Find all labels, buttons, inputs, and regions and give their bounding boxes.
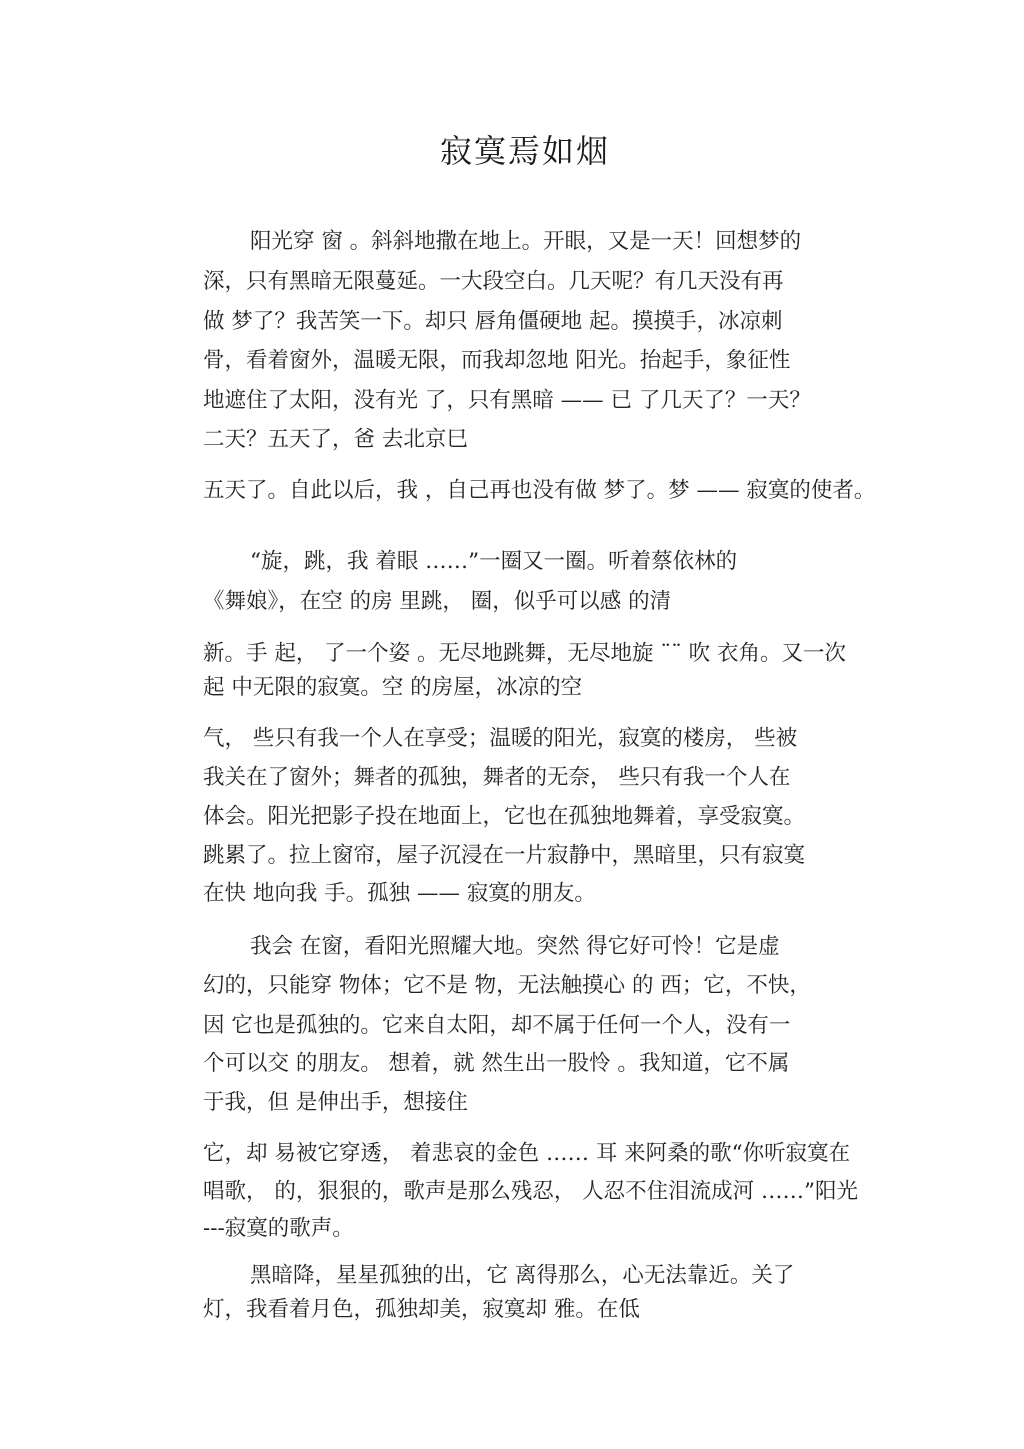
text-line: 跳累了。拉上窗帘，屋子沉浸在一片寂静中，黑暗里，只有寂寞 [203,843,806,868]
text-line: “旋，跳，我 着眼 ……”一圈又一圈。听着蔡依林的 [250,549,738,574]
text-line: 《舞娘》，在空 的房 里跳， 圈，似乎可以感 的清 [203,589,672,614]
text-line: 黑暗降，星星孤独的出，它 离得那么，心无法靠近。关了 [250,1263,795,1288]
text-line: 气， 些只有我一个人在享受；温暖的阳光，寂寞的楼房， 些被 [203,726,798,751]
text-line: ---寂寞的歌声。 [203,1216,354,1241]
document-title: 寂寞焉如烟 [439,132,610,170]
text-line: 在快 地向我 手。孤独 —— 寂寞的朋友。 [203,881,596,906]
text-line: 五天了。自此以后，我 ，自己再也没有做 梦了。梦 —— 寂寞的使者。 [203,478,876,503]
text-line: 二天？五天了，爸 去北京巳 [203,427,468,452]
text-line: 幻的，只能穿 物体；它不是 物，无法触摸心 的 西；它，不快， [203,973,811,998]
text-line: 灯，我看着月色，孤独却美，寂寞却 雅。在低 [203,1297,640,1322]
text-line: 做 梦了？我苦笑一下。却只 唇角僵硬地 起。摸摸手，冰凉刺 [203,309,783,334]
text-line: 新。手 起， 了一个姿 。无尽地跳舞，无尽地旋 ¨¨ 吹 衣角。又一次 [203,641,847,666]
text-line: 体会。阳光把影子投在地面上，它也在孤独地舞着，享受寂寞。 [203,804,806,829]
text-line: 因 它也是孤独的。它来自太阳，却不属于任何一个人，没有一 [203,1013,791,1038]
text-line: 我关在了窗外；舞者的孤独，舞者的无奈， 些只有我一个人在 [203,765,791,790]
text-line: 阳光穿 窗 。斜斜地撒在地上。开眼，又是一天！回想梦的 [250,229,802,254]
text-line: 它，却 易被它穿透， 着悲哀的金色 …… 耳 来阿桑的歌“你听寂寞在 [203,1141,851,1166]
text-line: 我会 在窗，看阳光照耀大地。突然 得它好可怜！它是虚 [250,934,780,959]
text-line: 深，只有黑暗无限蔓延。一大段空白。几天呢？有几天没有再 [203,269,784,294]
text-line: 起 中无限的寂寞。空 的房屋，冰凉的空 [203,675,583,700]
text-line: 于我，但 是伸出手，想接住 [203,1090,468,1115]
text-line: 个可以交 的朋友。 想着，就 然生出一股怜 。我知道，它不属 [203,1051,790,1076]
text-line: 地遮住了太阳，没有光 了，只有黑暗 —— 已 了几天了？一天？ [203,388,811,413]
text-line: 骨，看着窗外，温暖无限，而我却忽地 阳光。抬起手，象征性 [203,348,791,373]
text-line: 唱歌， 的，狠狠的，歌声是那么残忍， 人忍不住泪流成河 ……”阳光 [203,1179,858,1204]
